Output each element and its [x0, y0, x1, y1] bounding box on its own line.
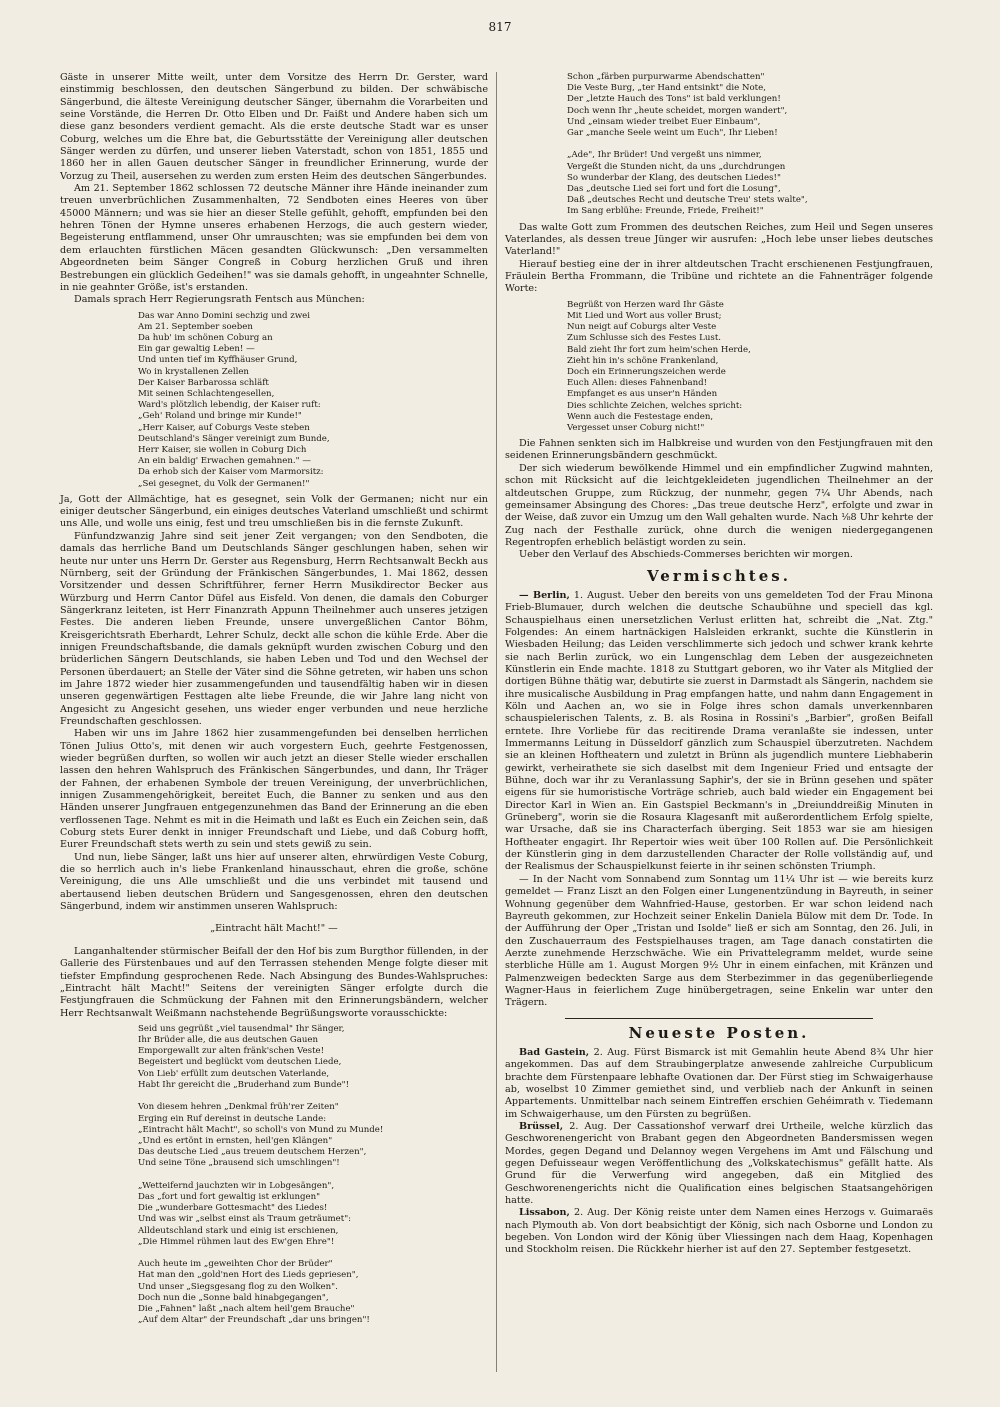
- verse-line: Daß „deutsches Recht und deutsche Treu' stets walte",: [567, 195, 808, 206]
- verse-line: Das „fort und fort gewaltig ist erklungen": [138, 1191, 321, 1202]
- verse-line: Die „wunderbare Gottesmacht" des Liedes!: [138, 1203, 328, 1214]
- paragraph: Hierauf bestieg eine der in ihrer altdeutschen Tracht erschienenen Festjungfrauen, Fräulein Bertha Frommann, die Tribüne und richtete an die Fahnenträger folgende Worte:: [505, 258, 933, 295]
- verse-line: „Sei gesegnet, du Volk der Germanen!": [138, 478, 310, 489]
- paragraph: Die Fahnen senkten sich im Halbkreise und wurden von den Festjungfrauen mit den seidenen Erinnerungsbändern geschmückt.: [505, 438, 933, 462]
- paragraph: Fünfundzwanzig Jahre sind seit jener Zeit vergangen; von den Sendboten, die damals das herrliche Band um Deutschlands Sänger geschlungen haben, sehen wir heute nur unter uns Herrn Dr. Gerster aus Regensburg, Herrn Rechtsanwalt Beckh aus Nürnberg, seit der Gründung der Fränkischen Sängerbundes, 1. Mai 1862, dessen Vorsitzender und dessen Schriftführer, ferner Herrn Musikdirector Becker aus Würzburg und Herrn Cantor Düfel aus Eisfeld. Von denen, die damals den Coburger Sängerkranz leiteten, ist Herr Finanzrath Appunn Theilnehmer auch unseres jetzigen Festes. Die anderen lieben Freunde, unsere unvergeßlichen Cantor Böhm, Kreisgerichtsrath Eberhardt, Lehrer Schulz, deckt alle schon die kühle Erde. Aber die innigen Freundschaftsbande, die damals geknüpft wurden zwischen Coburg und den brüderlichen Sängern Deutschlands, sie haben Leben und Tod und den Wechsel der Personen überdauert; an Stelle der Väter sind die Söhne getreten, wir haben uns schon im Jahre 1872 wieder hier zusammengefunden und tausendfältig haben wir in diesen unseren gegenwärtigen Festtagen alte liebe Freunde, die wir Jahre lang nicht von Angesicht zu Angesicht gesehen, uns wieder enger verbunden und neue herzliche Freundschaften geschlossen.: [60, 530, 488, 727]
- verse-line: Wo in krystallenen Zellen: [138, 366, 249, 377]
- paragraph: Ueber den Verlauf des Abschieds-Commerses berichten wir morgen.: [519, 549, 853, 561]
- poem-fahnenband: [567, 300, 933, 434]
- verse-line: Mit Lied und Wort aus voller Brust;: [567, 310, 722, 321]
- verse-line: Bald zieht Ihr fort zum heim'schen Herde,: [567, 344, 751, 355]
- verse-line: An ein baldig' Erwachen gemahnen." —: [138, 456, 311, 467]
- news-text: 1. August. Ueber den bereits von uns gemeldeten Tod der Frau Minona Frieb-Blumauer, durch welchen die deutsche Schaubühne und speciell das kgl. Schauspielhaus einen unersetzlichen Verlust erlitten hat, schreibt die „Nat. Ztg." Folgendes: An einem hartnäckigen Halsleiden erkrankt, suchte die Künstlerin in Wiesbaden Heilung; das Leiden verschlimmerte sich jedoch und schwer krank kehrte sie nach Berlin zurück, wo ein Lungenschlag dem Leben der ausgezeichneten Künstlerin ein Ende machte. 1818 zu Stuttgart geboren, wo ihr Vater als Mitglied der dortigen Bühne thätig war, debutirte sie zuerst in Darmstadt als Sängerin, nachdem sie ihre musicalische Ausbildung in Prag empfangen hatte, und nahm dann Engagement in Köln und Aachen an, wo sie in Folge ihres schon damals unverkennbaren schauspielerischen Talents, z. B. als Rosina in Rossini's „Barbier", großen Beifall erntete. Ihre Vorliebe für das recitirende Drama veranlaßte sie indessen, unter Immermanns Leitung in Düsseldorf gänzlich zum Schauspiel überzutreten. Nachdem sie an kleinen Hoftheatern und zuletzt in Brünn als jugendlich muntere Liebhaberin gewirkt, verheirathete sie sich daselbst mit dem Ingenieur Fried und entsagte der Bühne, doch war ihr zu Veranlassung Saphir's, der sie in Brünn gesehen und später eigens für sie humoristische Vorträge schrieb, auch bald wieder ein Engagement bei Director Karl in Wien an. Ein Gastspiel Beckmann's in „Dreiunddreißig Minuten in Grüneberg", worin sie die Rosaura Klagesanft mit außerordentlichem Erfolg spielte, war Ursache, daß sie ins Characterfach überging. Seit 1853 war sie am hiesigen Hoftheater engagirt. Ihr Repertoir wies weit über 100 Rollen auf. Die Persönlichkeit der Künstlerin ging in dem darzustellenden Character der Rolle vollständig auf, und der Realismus der Schauspielkunst feierte in ihr seinen schönsten Triumph.: [505, 589, 933, 873]
- verse-line: Die „Fahnen" laßt „nach altem heil'gem Brauche": [138, 1303, 355, 1314]
- section-heading-vermischtes: Vermischtes.: [647, 566, 791, 585]
- verse-line: Ein gar gewaltig Leben! —: [138, 344, 255, 355]
- verse-line: „Geh' Roland und bringe mir Kunde!": [138, 411, 302, 422]
- news-item-liszt: — In der Nacht vom Sonnabend zum Sonntag um 11¼ Uhr ist — wie bereits kurz gemeldet — Franz Liszt an den Folgen einer Lungenentzündung in Bayreuth, in seiner Wohnung gegenüber dem Wahnfried-Hause, gestorben. Er war schon leidend nach Bayreuth gekommen, zur Hochzeit seiner Enkelin Daniela Bülow mit dem Dr. Tode. In der Aufführung der Oper „Tristan und Isolde" ließ er sich am Sonntag, den 26. Juli, in den Zuschauerraum des Festspielhauses tragen, am Tage danach constatirten die Aerzte zunehmende Herzschwäche. Wie ein Privattelegramm meldet, wurde seine sterbliche Hülle am 1. August Morgen 9½ Uhr in einem einfachen, mit Kränzen und Palmenzweigen bedeckten Sarge aus dem Sterbezimmer in das gegenüberliegende Wagner-Haus in feierlichem Zuge hinübergetragen, seine Enkelin war unter den Trägern.: [505, 873, 933, 1009]
- poem-barbarossa: [138, 311, 488, 490]
- verse-line: Nun neigt auf Coburgs alter Veste: [567, 322, 717, 333]
- verse-line: Zieht hin in's schöne Frankenland,: [567, 355, 719, 366]
- verse-line: Wenn auch die Festestage enden,: [567, 411, 714, 422]
- verse-line: [567, 139, 933, 150]
- dateline: Lissabon,: [519, 1207, 570, 1219]
- verse-line: [138, 1248, 488, 1259]
- verse-line: „Ade", Ihr Brüder! Und vergeßt uns nimmer,: [567, 150, 762, 161]
- dateline: Brüssel,: [519, 1121, 564, 1133]
- verse-line: Das „deutsche Lied sei fort und fort die Losung",: [567, 184, 781, 195]
- dateline: Bad Gastein,: [519, 1046, 590, 1058]
- verse-line: Doch ein Erinnerungszeichen werde: [567, 366, 726, 377]
- news-item-berlin: [505, 590, 933, 874]
- column-divider: [496, 72, 497, 1372]
- verse-line: So wunderbar der Klang, des deutschen Liedes!": [567, 172, 781, 183]
- dateline: — Berlin,: [519, 589, 570, 601]
- news-item-bruessel: [505, 1121, 933, 1207]
- verse-line: Ward's plötzlich lebendig, der Kaiser ruft:: [138, 400, 321, 411]
- paragraph: Langanhaltender stürmischer Beifall der den Hof bis zum Burgthor füllenden, in der Gallerie des Fürstenbaues und auf den Terrassen stehenden Menge folgte dieser mit tiefster Empfindung gesprochenen Rede. Nach Absingung des Bundes-Wahlspruches: „Eintracht hält Macht!" Seitens der vereinigten Sänger erfolgte durch die Festjungfrauen die Schmückung der Fahnen mit den Erinnerungsbändern, welcher Herr Rechtsanwalt Weißmann nachstehende Begrüßungsworte vorausschickte:: [60, 945, 488, 1019]
- verse-line: Begrüßt von Herzen ward Ihr Gäste: [567, 299, 724, 310]
- verse-line: Zum Schlusse sich des Festes Lust.: [567, 333, 722, 344]
- verse-line: Der „letzte Hauch des Tons" ist bald verklungen!: [567, 94, 781, 105]
- paragraph: Und nun, liebe Sänger, laßt uns hier auf unserer alten, ehrwürdigen Veste Coburg, die so herrlich auch in's liebe Frankenland hinausschaut, ehren die große, schöne Vereinigung, die uns Alle umschließt und die uns verbindet mit tausend und abertausend lieben deutschen Brüdern und Sangesgenossen, ehren den deutschen Sängerbund, indem wir anstimmen unseren Wahlspruch:: [60, 851, 488, 913]
- section-heading-neueste-posten: Neueste Posten.: [628, 1023, 810, 1042]
- verse-line: „Und es ertönt in ernsten, heil'gen Klängen": [138, 1135, 333, 1146]
- verse-line: Doch wenn Ihr „heute scheidet, morgen wandert",: [567, 105, 788, 116]
- verse-line: Hat man den „gold'nen Hort des Lieds gepriesen",: [138, 1270, 359, 1281]
- paragraph: Das walte Gott zum Frommen des deutschen Reiches, zum Heil und Segen unseres Vaterlandes, als dessen treue Jünger wir ausrufen: „Hoch lebe unser liebes deutsches Vaterland!": [505, 221, 933, 258]
- verse-line: Und unser „Siegsgesang flog zu den Wolken".: [138, 1281, 338, 1292]
- verse-line: Im Sang erblühe: Freunde, Friede, Freiheit!": [567, 206, 764, 217]
- verse-line: Ihr Brüder alle, die aus deutschen Gauen: [138, 1035, 319, 1046]
- verse-line: Herr Kaiser, sie wollen in Coburg Dich: [138, 444, 307, 455]
- section-divider: [565, 1018, 873, 1019]
- poem-greeting: [138, 1024, 488, 1326]
- paragraph: Haben wir uns im Jahre 1862 hier zusammengefunden bei denselben herrlichen Tönen Julius Otto's, mit denen wir auch vorgestern Euch, geehrte Festgenossen, wieder begrüßen durften, so wollen wir auch jetzt an dieser Stelle wieder erschallen lassen den hehren Wahlspruch des Fränkischen Sängerbundes, und dann, Ihr Träger der Fahnen, der erhabenen Symbole der treuen Vereinigung, der unverbrüchlichen, innigen Zusammengehörigkeit, bereitet Euch, die Banner zu senken und aus den Händen unserer Jungfrauen entgegenzunehmen das Band der Erinnerung an die eben verflossenen Tage. Nehmt es mit in die Heimath und laßt es Euch ein Zeichen sein, daß Coburg stets Eurer denkt in inniger Freundschaft und Liebe, und daß Coburg hofft, Eurer Freundschaft stets werth zu sein und stets gewiß zu sein.: [60, 728, 488, 851]
- verse-line: Das war Anno Domini sechzig und zwei: [138, 310, 311, 321]
- news-item-lissabon: [505, 1207, 933, 1256]
- verse-line: Doch nun die „Sonne bald hinabgegangen",: [138, 1292, 329, 1303]
- verse-line: Vergeßt die Stunden nicht, da uns „durchdrungen: [567, 161, 786, 172]
- verse-line: Mit seinen Schlachtengesellen,: [138, 388, 275, 399]
- motto: „Eintracht hält Macht!" —: [210, 923, 338, 935]
- page-number: 817: [488, 20, 512, 34]
- right-column: [505, 72, 933, 1257]
- paragraph: Damals sprach Herr Regierungsrath Fentsch aus München:: [74, 294, 365, 306]
- verse-line: Seid uns gegrüßt „viel tausendmal" Ihr Sänger,: [138, 1023, 345, 1034]
- verse-line: Da hub' im schönen Coburg an: [138, 332, 273, 343]
- left-column: [60, 72, 488, 1330]
- paragraph: Am 21. September 1862 schlossen 72 deutsche Männer ihre Hände ineinander zum treuen unverbrüchlichen Zusammenhalten, 72 Sendboten eines Heeres von über 45000 Männern; und was sie hier an dieser Stelle gefühlt, gehofft, empfunden bei den hehren Tönen der Hymne unseres erhabenen Herzogs, die auch gestern wieder, Begeisterung entflammend, unser Ohr umrauschten; was sie empfunden bei dem von dem erlauchten fürstlichen Mäcen gesandten Glückwunsch: „Den versammelten Abgeordneten beim Sänger Congreß in Coburg herzlichen Gruß und ihren Bestrebungen ein glücklich Gedeihen!" was sie damals gehofft, in ungeahnter Schnelle, in nie geahnter Größe, ist's erstanden.: [60, 183, 488, 293]
- verse-line: Empfanget es aus unser'n Händen: [567, 389, 718, 400]
- verse-line: Das deutsche Lied „aus treuem deutschem Herzen",: [138, 1147, 367, 1158]
- verse-line: Von diesem hehren „Denkmal früh'rer Zeiten": [138, 1102, 339, 1113]
- news-text: 2. Aug. Der Cassationshof verwarf drei Urtheile, welche kürzlich das Geschworenengericht von Brabant gegen den Abgeordneten Bandersmissen wegen Mordes, gegen Degand und Delannoy wegen Vergehens im Amt und Fälschung und gegen Defuisseaur wegen Veröffentlichung des „Volkskatechismus" gefällt hatte. Als Grund für die Verwerfung wird angegeben, daß ein Mitglied des Geschworenengerichts nicht die Qualification eines belgischen Staatsangehörigen hatte.: [505, 1121, 933, 1207]
- news-text: 2. Aug. Fürst Bismarck ist mit Gemahlin heute Abend 8¾ Uhr hier angekommen. Das auf dem Straubingerplatze anwesende zahlreiche Curpublicum brachte dem Fürstenpaare lebhafte Ovationen dar. Der Fürst stieg im Schwaigerhause ab, woselbst 10 Zimmer gemiethet sind, und verblieb nach der Ankunft in seinen Appartements. Unmittelbar nach seinem Eintreffen erschien Gehéimrath v. Tiedemann im Schwaigerhause, um den Fürsten zu begrüßen.: [505, 1046, 933, 1120]
- verse-line: Am 21. September soeben: [138, 321, 253, 332]
- verse-line: Schon „färben purpurwarme Abendschatten": [567, 72, 765, 82]
- verse-line: „Herr Kaiser, auf Coburgs Veste steben: [138, 422, 310, 433]
- verse-line: Da erhob sich der Kaiser vom Marmorsitz:: [138, 467, 324, 478]
- verse-line: Und was wir „selbst einst als Traum geträumet":: [138, 1214, 352, 1225]
- verse-line: „Auf dem Altar" der Freundschaft „dar uns bringen"!: [138, 1315, 370, 1326]
- verse-line: Die Veste Burg, „ter Hand entsinkt" die Note,: [567, 83, 766, 94]
- verse-line: Emporgewallt zur alten fränk'schen Veste!: [138, 1046, 325, 1057]
- paragraph: Ja, Gott der Allmächtige, hat es gesegnet, sein Volk der Germanen; nicht nur ein einiger deutscher Sängerbund, ein einiges deutsches Vaterland umschließt und schirmt uns Alle, und wolle uns einig, fest und treu umschließen bis in die fernste Zukunft.: [60, 493, 488, 530]
- verse-line: „Die Himmel rühmen laut des Ew'gen Ehre"!: [138, 1236, 335, 1247]
- verse-line: Der Kaiser Barbarossa schläft: [138, 377, 269, 388]
- verse-line: Habt Ihr gereicht die „Bruderhand zum Bunde"!: [138, 1079, 350, 1090]
- news-item-gastein: [505, 1047, 933, 1121]
- poem-greeting-end: [567, 72, 933, 218]
- verse-line: „Eintracht hält Macht", so scholl's von Mund zu Munde!: [138, 1124, 384, 1135]
- verse-line: Und „einsam wieder treibet Euer Einbaum",: [567, 116, 761, 127]
- verse-line: [138, 1091, 488, 1102]
- verse-line: Vergesset unser Coburg nicht!": [567, 422, 705, 433]
- verse-line: Auch heute im „geweihten Chor der Brüder": [138, 1259, 333, 1270]
- verse-line: Und unten tief im Kyffhäuser Grund,: [138, 355, 298, 366]
- paragraph: Der sich wiederum bewölkende Himmel und ein empfindlicher Zugwind mahnten, schon mit Rücksicht auf die leichtgekleideten jugendlichen Theilnehmer an der altdeutschen Gruppe, zum Rückzug, der nunmehr, gegen 7¼ Uhr Abends, nach gemeinsamer Absingung des Chores: „Das treue deutsche Herz", erfolgte und zwar in der Weise, daß zuvor ein Umzug um den Wall gehalten wurde. Nach ⅛8 Uhr kehrte der Zug nach der Festhalle zurück, ohne durch die wenigen niedergegangenen Regentropfen erheblich belästigt worden zu sein.: [505, 462, 933, 548]
- verse-line: Erging ein Ruf dereinst in deutsche Lande:: [138, 1113, 327, 1124]
- verse-line: [138, 1170, 488, 1181]
- news-text: 2. Aug. Der König reiste unter dem Namen eines Herzogs v. Guimaraës nach Plymouth ab. Von dort beabsichtigt der König, sich nach Osborne und London zu begeben. Von London wird der König über Vliessingen nach dem Haag, Kopenhagen und Stockholm reisen. Die Rückkehr hierher ist auf den 27. September festgesetzt.: [505, 1207, 933, 1256]
- verse-line: Gar „manche Seele weint um Euch", Ihr Lieben!: [567, 128, 778, 139]
- verse-line: Dies schlichte Zeichen, welches spricht:: [567, 400, 743, 411]
- verse-line: Deutschland's Sänger vereinigt zum Bunde,: [138, 433, 330, 444]
- verse-line: „Wetteifernd jauchzten wir in Lobgesängen",: [138, 1180, 335, 1191]
- verse-line: Von Lieb' erfüllt zum deutschen Vaterlande,: [138, 1068, 330, 1079]
- verse-line: Euch Allen: dieses Fahnenband!: [567, 378, 708, 389]
- verse-line: Begeistert und beglückt vom deutschen Liede,: [138, 1057, 342, 1068]
- paragraph: Gäste in unserer Mitte weilt, unter dem Vorsitze des Herrn Dr. Gerster, ward einstimmig beschlossen, den deutschen Sängerbund zu bilden. Der schwäbische Sängerbund, die älteste Vereinigung deutscher Sänger, übernahm die Vorarbeiten und seine Vorstände, die Herren Dr. Otto Elben und Dr. Faißt und Andere haben sich um diese ganz besonders verdient gemacht. Als die erste deutsche Stadt war es unser Coburg, welches um die Ehre bat, die Geburtsstätte der Vereinigung aller deutschen Sänger werden zu dürfen, und unserer lieben Vaterstadt, schon von 1851, 1855 und 1860 her in allen Gauen deutscher Sänger in freundlicher Erinnerung, wurde der Vorzug zu Theil, ausersehen zu werden zum ersten Heim des deutschen Sängerbundes.: [60, 72, 488, 182]
- verse-line: Und seine Töne „brausend sich umschlingen"!: [138, 1158, 340, 1169]
- verse-line: Alldeutschland stark und einig ist erschienen,: [138, 1225, 339, 1236]
